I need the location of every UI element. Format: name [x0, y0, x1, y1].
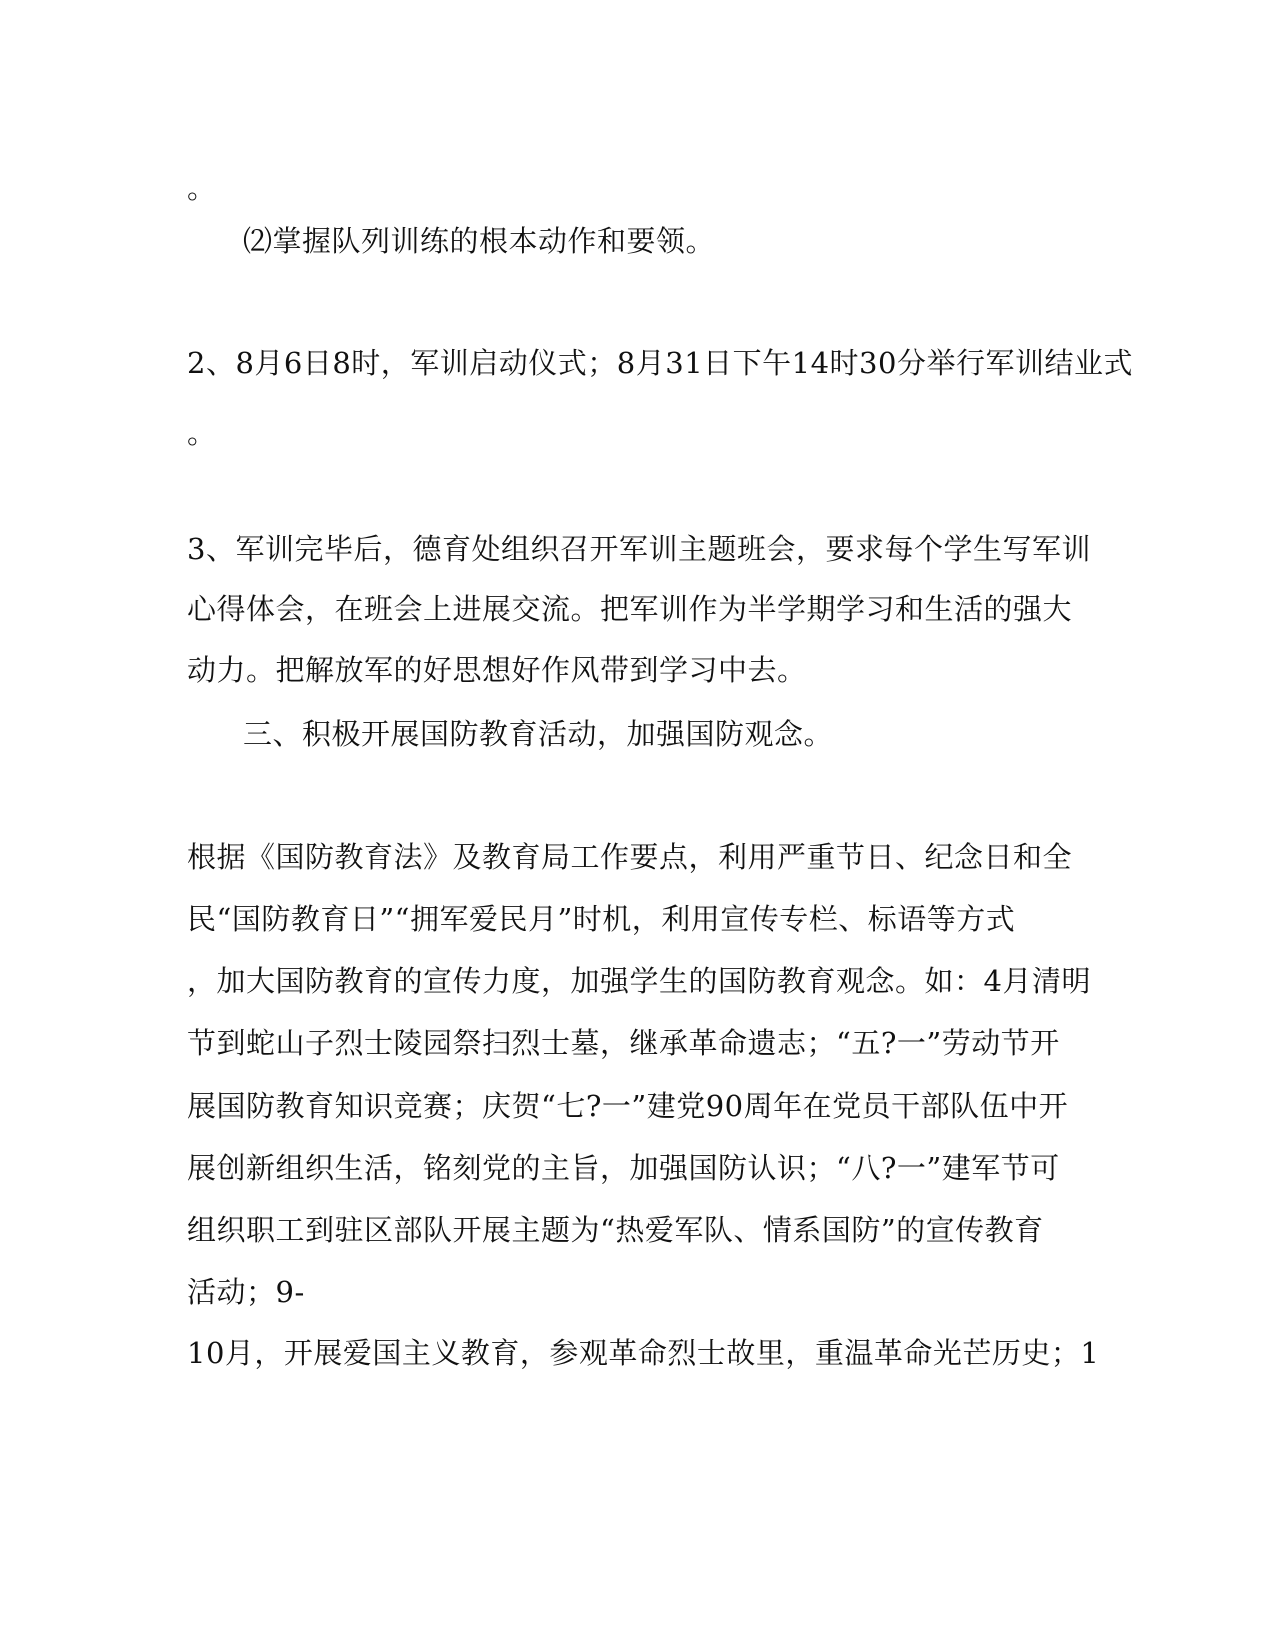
- text-line: 2、8月6日8时，军训启动仪式；8月31日下午14时30分举行军训结业式: [187, 346, 1133, 380]
- text-line: ，加大国防教育的宣传力度，加强学生的国防教育观念。如：4月清明: [187, 964, 1091, 998]
- text-line: ⑵掌握队列训练的根本动作和要领。: [243, 224, 716, 258]
- text-line: 组织职工到驻区部队开展主题为“热爱军队、情系国防”的宣传教育: [187, 1213, 1044, 1247]
- text-line: 节到蛇山子烈士陵园祭扫烈士墓，继承革命遗志；“五?一”劳动节开: [187, 1026, 1060, 1060]
- text-line: 展创新组织生活，铭刻党的主旨，加强国防认识；“八?一”建军节可: [187, 1151, 1060, 1185]
- text-line: 3、军训完毕后，德育处组织召开军训主题班会，要求每个学生写军训: [187, 532, 1091, 566]
- text-line: 10月，开展爱国主义教育，参观革命烈士故里，重温革命光芒历史；1: [187, 1336, 1100, 1370]
- text-line: 。: [187, 171, 217, 205]
- section-heading: 三、积极开展国防教育活动，加强国防观念。: [243, 717, 834, 751]
- text-line: 根据《国防教育法》及教育局工作要点，利用严重节日、纪念日和全: [187, 840, 1073, 874]
- text-line: 活动；9-: [187, 1275, 305, 1309]
- text-line: 。: [187, 416, 217, 450]
- text-line: 动力。把解放军的好思想好作风带到学习中去。: [187, 653, 807, 687]
- text-line: 民“国防教育日”“拥军爱民月”时机，利用宣传专栏、标语等方式: [187, 902, 1016, 936]
- text-line: 心得体会，在班会上进展交流。把军训作为半学期学习和生活的强大: [187, 592, 1073, 626]
- text-line: 展国防教育知识竞赛；庆贺“七?一”建党90周年在党员干部队伍中开: [187, 1089, 1069, 1123]
